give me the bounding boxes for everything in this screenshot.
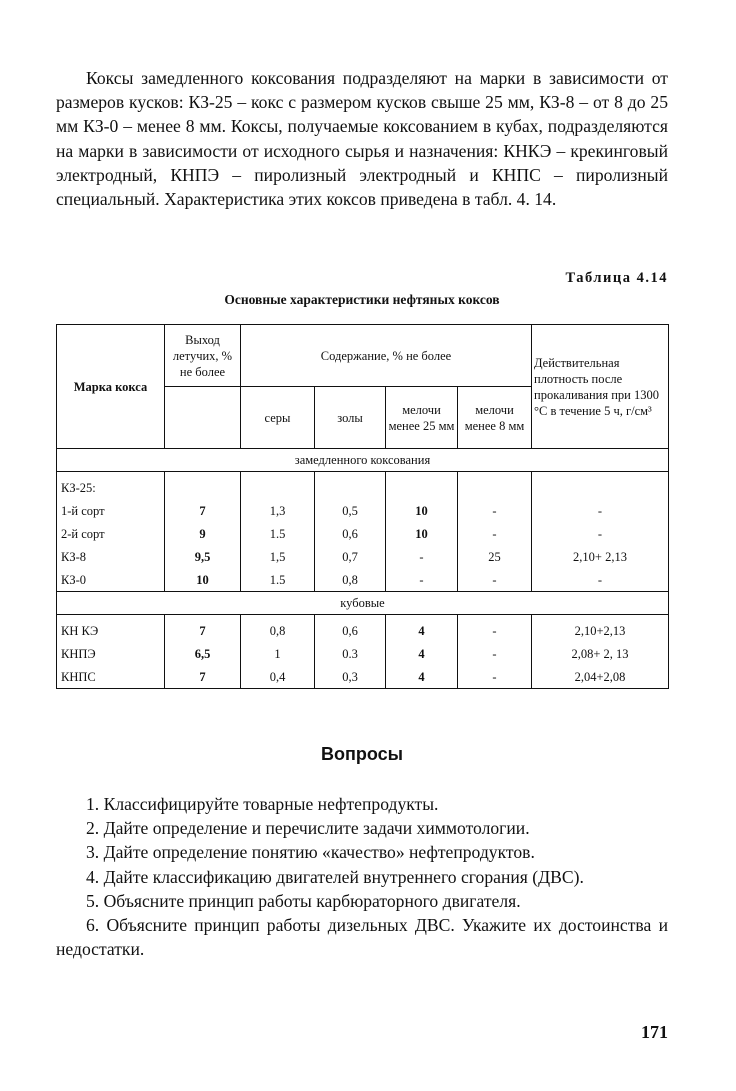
cell-brand: 2-й сорт xyxy=(57,522,165,545)
cell-volatiles: 7 xyxy=(165,615,241,643)
questions-list xyxy=(56,792,668,961)
header-brand: Марка кокса xyxy=(57,325,165,449)
table-row xyxy=(57,545,669,568)
cell-sulfur: 1.5 xyxy=(241,522,315,545)
cell-brand: КНПС xyxy=(57,665,165,689)
cell-fines25: 4 xyxy=(386,665,458,689)
cell-brand: КЗ-8 xyxy=(57,545,165,568)
table-row xyxy=(57,665,669,689)
question-item: 6. Объясните принцип работы дизельных ДВС. Укажите их достоинства и недостатки. xyxy=(56,915,668,960)
cell-brand: 1-й сорт xyxy=(57,499,165,522)
group-label: КЗ-25: xyxy=(57,472,165,500)
cell-ash: 0.3 xyxy=(315,642,386,665)
table-row xyxy=(57,472,669,500)
table-row xyxy=(57,499,669,522)
cell-sulfur: 1,5 xyxy=(241,545,315,568)
header-ash: золы xyxy=(315,387,386,449)
cell-ash: 0,6 xyxy=(315,615,386,643)
section-delayed-coking: замедленного коксования xyxy=(57,449,669,472)
cell-fines25: 4 xyxy=(386,615,458,643)
cell-fines25: - xyxy=(386,568,458,592)
cell-fines8: 25 xyxy=(458,545,532,568)
header-fines8: мелочи менее 8 мм xyxy=(458,387,532,449)
cell-fines8: - xyxy=(458,665,532,689)
table-row xyxy=(57,615,669,643)
cell-volatiles: 7 xyxy=(165,665,241,689)
cell-ash: 0,6 xyxy=(315,522,386,545)
cell-density: 2,08+ 2, 13 xyxy=(532,642,669,665)
cell-fines25: 10 xyxy=(386,522,458,545)
question-item: 5. Объясните принцип работы карбюраторного двигателя. xyxy=(86,890,521,911)
table-title: Основные характеристики нефтяных коксов xyxy=(224,292,500,307)
cell-fines25: 10 xyxy=(386,499,458,522)
cell-sulfur: 1,3 xyxy=(241,499,315,522)
cell-fines25: 4 xyxy=(386,642,458,665)
cell-fines8: - xyxy=(458,568,532,592)
page-number: 171 xyxy=(641,1022,668,1042)
table-number: Таблица 4.14 xyxy=(565,270,668,286)
cell-ash: 0,8 xyxy=(315,568,386,592)
question-item: 3. Дайте определение понятию «качество» нефтепродуктов. xyxy=(86,842,535,863)
cell-fines8: - xyxy=(458,642,532,665)
header-content: Содержание, % не более xyxy=(241,325,532,387)
cell-density: - xyxy=(532,499,669,522)
header-fines25: мелочи менее 25 мм xyxy=(386,387,458,449)
cell-fines8: - xyxy=(458,522,532,545)
intro-paragraph: Коксы замедленного коксования подразделяют на марки в зависимости от размеров кусков: КЗ-25 – кокс с размером кусков свыше 25 мм, КЗ-8 – от 8 до 25 мм КЗ-0 – менее 8 мм. Коксы, получаемые коксованием в кубах, подразделяются на марки в зависимости от исходного сырья и назначения: КНКЭ – крекинговый электродный, КНПЭ – пиролизный электродный и КНПС – пиролизный специальный. Характеристика этих коксов приведена в табл. 4. 14. xyxy=(56,68,668,210)
cell-volatiles: 9,5 xyxy=(165,545,241,568)
cell-fines8: - xyxy=(458,499,532,522)
cell-brand: КЗ-0 xyxy=(57,568,165,592)
cell-density: - xyxy=(532,568,669,592)
cell-brand: КНПЭ xyxy=(57,642,165,665)
questions-title: Вопросы xyxy=(320,744,403,764)
cell-brand: КН КЭ xyxy=(57,615,165,643)
cell-ash: 0,7 xyxy=(315,545,386,568)
cell-volatiles: 9 xyxy=(165,522,241,545)
section-retort-coke: кубовые xyxy=(57,592,669,615)
coke-characteristics-table xyxy=(56,324,669,689)
cell-density: 2,04+2,08 xyxy=(532,665,669,689)
cell-fines25: - xyxy=(386,545,458,568)
question-item: 2. Дайте определение и перечислите задачи химмотологии. xyxy=(86,818,530,839)
header-volatiles-empty xyxy=(165,387,241,449)
cell-sulfur: 0,4 xyxy=(241,665,315,689)
cell-ash: 0,3 xyxy=(315,665,386,689)
header-volatiles: Выход летучих, % не более xyxy=(165,325,241,387)
cell-sulfur: 1 xyxy=(241,642,315,665)
cell-volatiles: 7 xyxy=(165,499,241,522)
cell-density: 2,10+ 2,13 xyxy=(532,545,669,568)
header-density: Действительная плотность после прокаливания при 1300 °С в течение 5 ч, г/см³ xyxy=(532,325,669,449)
cell-sulfur: 0,8 xyxy=(241,615,315,643)
table-row xyxy=(57,522,669,545)
table-row xyxy=(57,642,669,665)
cell-density: 2,10+2,13 xyxy=(532,615,669,643)
cell-ash: 0,5 xyxy=(315,499,386,522)
cell-sulfur: 1.5 xyxy=(241,568,315,592)
header-sulfur: серы xyxy=(241,387,315,449)
cell-volatiles: 6,5 xyxy=(165,642,241,665)
question-item: 4. Дайте классификацию двигателей внутреннего сгорания (ДВС). xyxy=(86,866,584,887)
question-item: 1. Классифицируйте товарные нефтепродукты. xyxy=(86,794,439,814)
cell-fines8: - xyxy=(458,615,532,643)
cell-volatiles: 10 xyxy=(165,568,241,592)
table-row xyxy=(57,568,669,592)
cell-density: - xyxy=(532,522,669,545)
